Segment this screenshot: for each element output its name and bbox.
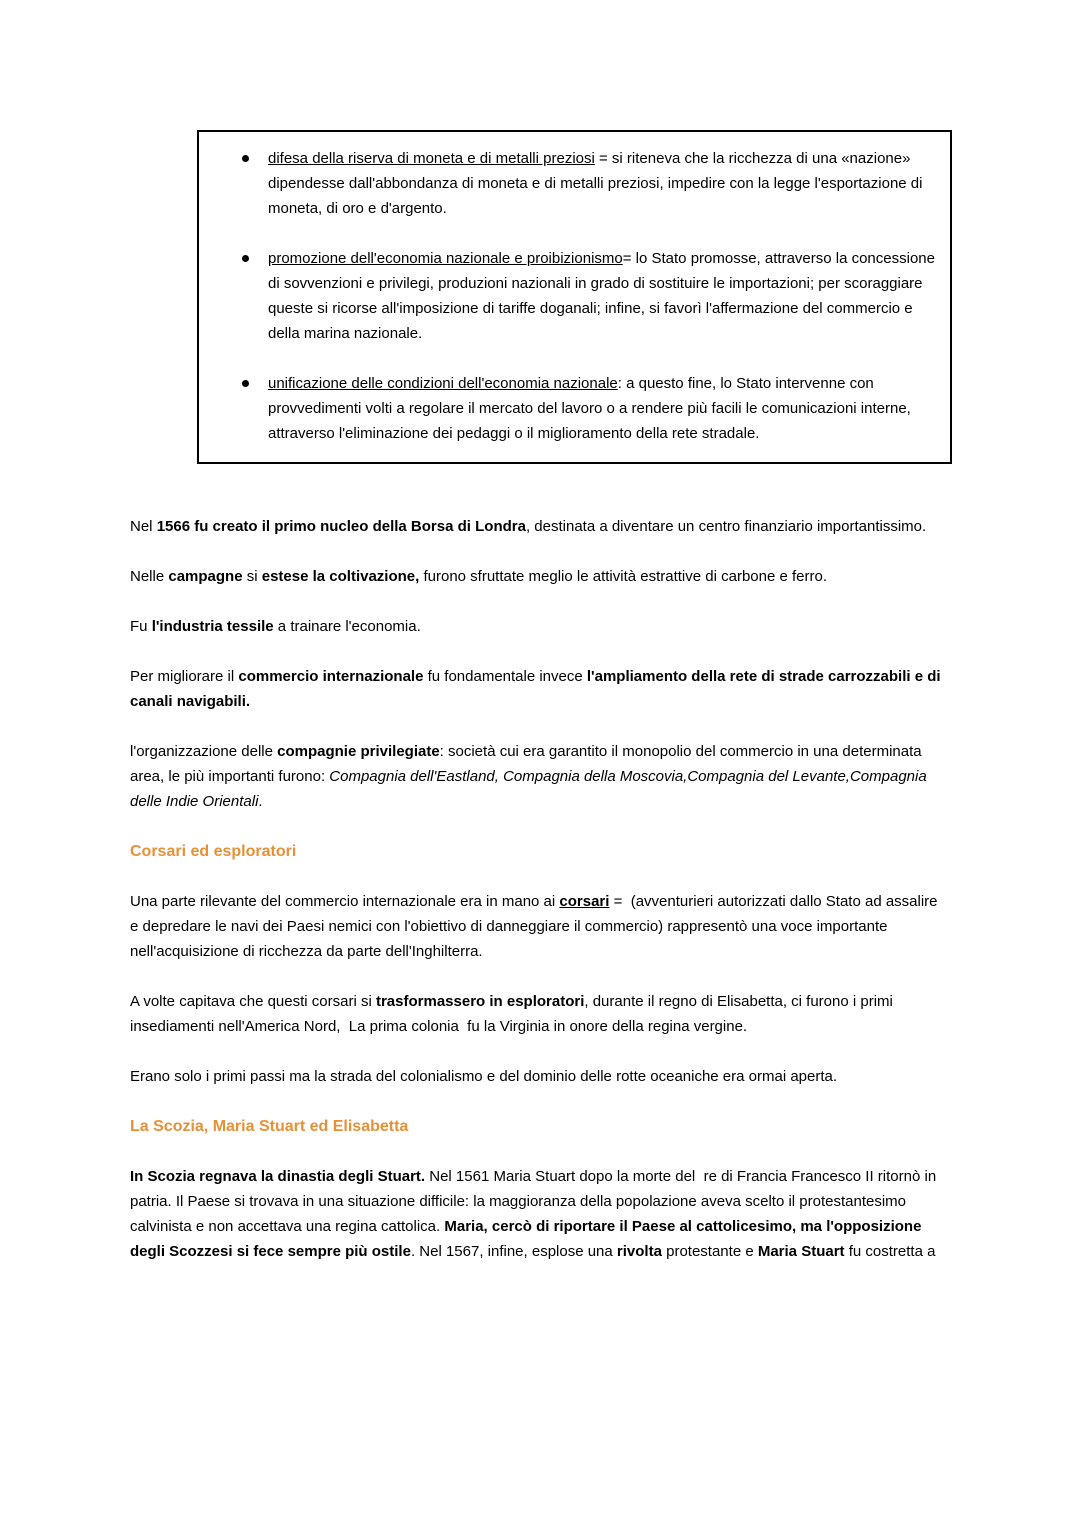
paragraph-corsari: Una parte rilevante del commercio internazionale era in mano ai corsari = (avventurieri autorizzati dallo Stato ad assalire e depredare le navi dei Paesi nemici con l'obiettivo di danneggiare il commercio) rappresentò una voce importante nell'acquisizione di ricchezza da parte dell'Inghilterra. [130, 893, 942, 960]
bullet-text: difesa della riserva di moneta e di metalli preziosi = si riteneva che la ricchezza di una «nazione» dipendesse dall'abbondanza di moneta e di metalli preziosi, impedire con la legge l'esportazione di moneta, di oro e d'argento. [268, 150, 927, 217]
bullet-item-promozione-economia [268, 246, 940, 346]
paragraph-commercio-internazionale: Per migliorare il commercio internazionale fu fondamentale invece l'ampliamento della rete di strade carrozzabili e di canali navigabili. [130, 668, 945, 710]
note-box [197, 130, 952, 464]
bullet-item-unificazione-condizioni [268, 371, 936, 446]
paragraph-scozia-maria-stuart: In Scozia regnava la dinastia degli Stuart. Nel 1561 Maria Stuart dopo la morte del re di Francia Francesco II ritornò in patria. Il Paese si trovava in una situazione difficile: la maggioranza della popolazione aveva scelto il protestantesimo calvinista e non accettava una regina cattolica. Maria, cercò di riportare il Paese al cattolicesimo, ma l'opposizione degli Scozzesi si fece sempre più ostile. Nel 1567, infine, esplose una rivolta protestante e Maria Stuart fu costretta a [130, 1168, 941, 1260]
bullet-text: unificazione delle condizioni dell'economia nazionale: a questo fine, lo Stato intervenne con provvedimenti volti a regolare il mercato del lavoro o a rendere più facili le comunicazioni interne, attraverso l'eliminazione dei pedaggi o il miglioramento della rete stradale. [268, 375, 915, 442]
paragraph-borsa-di-londra: Nel 1566 fu creato il primo nucleo della Borsa di Londra, destinata a diventare un centro finanziario importantissimo. [130, 518, 927, 535]
paragraph-campagne: Nelle campagne si estese la coltivazione, furono sfruttate meglio le attività estrattive di carbone e ferro. [130, 568, 828, 585]
bullet-list [199, 146, 940, 446]
paragraph-colonialismo: Erano solo i primi passi ma la strada del colonialismo e del dominio delle rotte oceaniche era ormai aperta. [130, 1068, 838, 1085]
paragraph-compagnie-privilegiate: l'organizzazione delle compagnie privilegiate: società cui era garantito il monopolio del commercio in una determinata area, le più importanti furono: Compagnia dell'Eastland, Compagnia della Moscovia,Compagnia del Levante,Compagnia delle Indie Orientali. [130, 743, 931, 810]
bullet-item-difesa-riserva [268, 146, 936, 221]
bullet-text: promozione dell'economia nazionale e proibizionismo= lo Stato promosse, attraverso la concessione di sovvenzioni e privilegi, produzioni nazionali in grado di sostituire le importazioni; per scoraggiare queste si ricorse all'imposizione di tariffe doganali; infine, si favorì l'affermazione del commercio e della marina nazionale. [268, 250, 940, 342]
paragraph-esploratori: A volte capitava che questi corsari si trasformassero in esploratori, durante il regno di Elisabetta, ci furono i primi insediamenti nell'America Nord, La prima colonia fu la Virginia in onore della regina vergine. [130, 993, 898, 1035]
section-heading-corsari: Corsari ed esploratori [130, 843, 297, 860]
section-heading-scozia: La Scozia, Maria Stuart ed Elisabetta [130, 1118, 409, 1135]
paragraph-industria-tessile: Fu l'industria tessile a trainare l'economia. [130, 618, 421, 635]
